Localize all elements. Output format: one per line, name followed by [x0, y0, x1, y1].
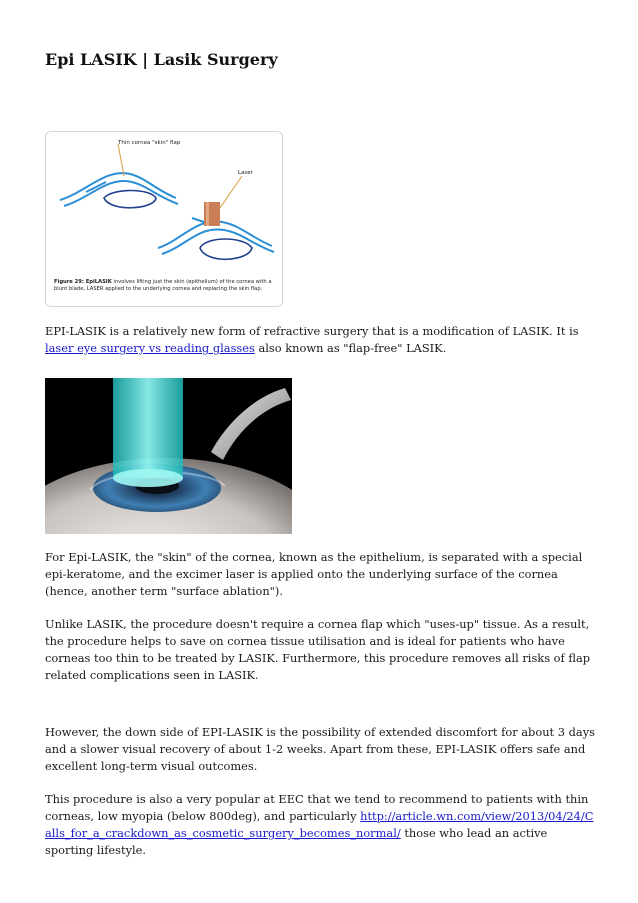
- lens-right: [200, 239, 252, 259]
- intro-paragraph: EPI-LASIK is a relatively new form of refractive surgery that is a modification of LASIK. It is laser eye surgery vs reading glasses also known as "flap-free" LASIK.: [45, 324, 579, 355]
- epilasik-diagram-figure: [45, 131, 283, 307]
- cornea-inner-right: [162, 229, 274, 254]
- laser-pointer: [220, 176, 242, 208]
- flap-label: Thin cornea "skin" flap: [118, 140, 181, 146]
- figure-caption: Figure 29: EpiLASIK involves lifting just the skin (epithelium) of the cornea with a blunt blade, LASER applied to the underlying cornea and replacing the skin flap.: [54, 279, 272, 292]
- page-title: Epi LASIK | Lasik Surgery: [45, 50, 278, 69]
- paragraph-no-flap: Unlike LASIK, the procedure doesn't require a cornea flap which "uses-up" tissue. As a result, the procedure helps to save on cornea tissue utilisation and is ideal for patients who have corneas too thin to be treated by LASIK. Furthermore, this procedure removes all risks of flap related complications seen in LASIK.: [45, 617, 591, 682]
- paragraph-downside: However, the down side of EPI-LASIK is the possibility of extended discomfort for about 3 days and a slower visual recovery of about 1-2 weeks. Apart from these, EPI-LASIK offers safe and excellent long-term visual outcomes.: [45, 725, 595, 773]
- article-wn-link[interactable]: http://article.wn.com/view/2013/04/24/Calls_for_a_crackdown_as_cosmetic_surgery_becomes_normal/: [45, 809, 594, 840]
- reading-glasses-link[interactable]: laser eye surgery vs reading glasses: [45, 341, 255, 355]
- cornea-inner-left: [64, 181, 178, 206]
- paragraph-eec: This procedure is also a very popular at EEC that we tend to recommend to patients with thin corneas, low myopia (below 800deg), and particularly http://article.wn.com/view/2013/04/24/Calls_for_a_crackdown_as_cosmetic_surgery_becomes_normal/ those who lead an active sporting lifestyle.: [45, 792, 594, 857]
- lens-left: [104, 191, 156, 208]
- laser-beam-column: [113, 378, 183, 478]
- epi-lasik-eye-illustration: [45, 378, 292, 534]
- flap-pointer: [118, 144, 124, 176]
- paragraph-epithelium: For Epi-LASIK, the "skin" of the cornea, known as the epithelium, is separated with a special epi-keratome, and the excimer laser is applied onto the underlying surface of the cornea (hence, another term "surface ablation").: [45, 550, 583, 598]
- laser-label: Laser: [238, 170, 253, 176]
